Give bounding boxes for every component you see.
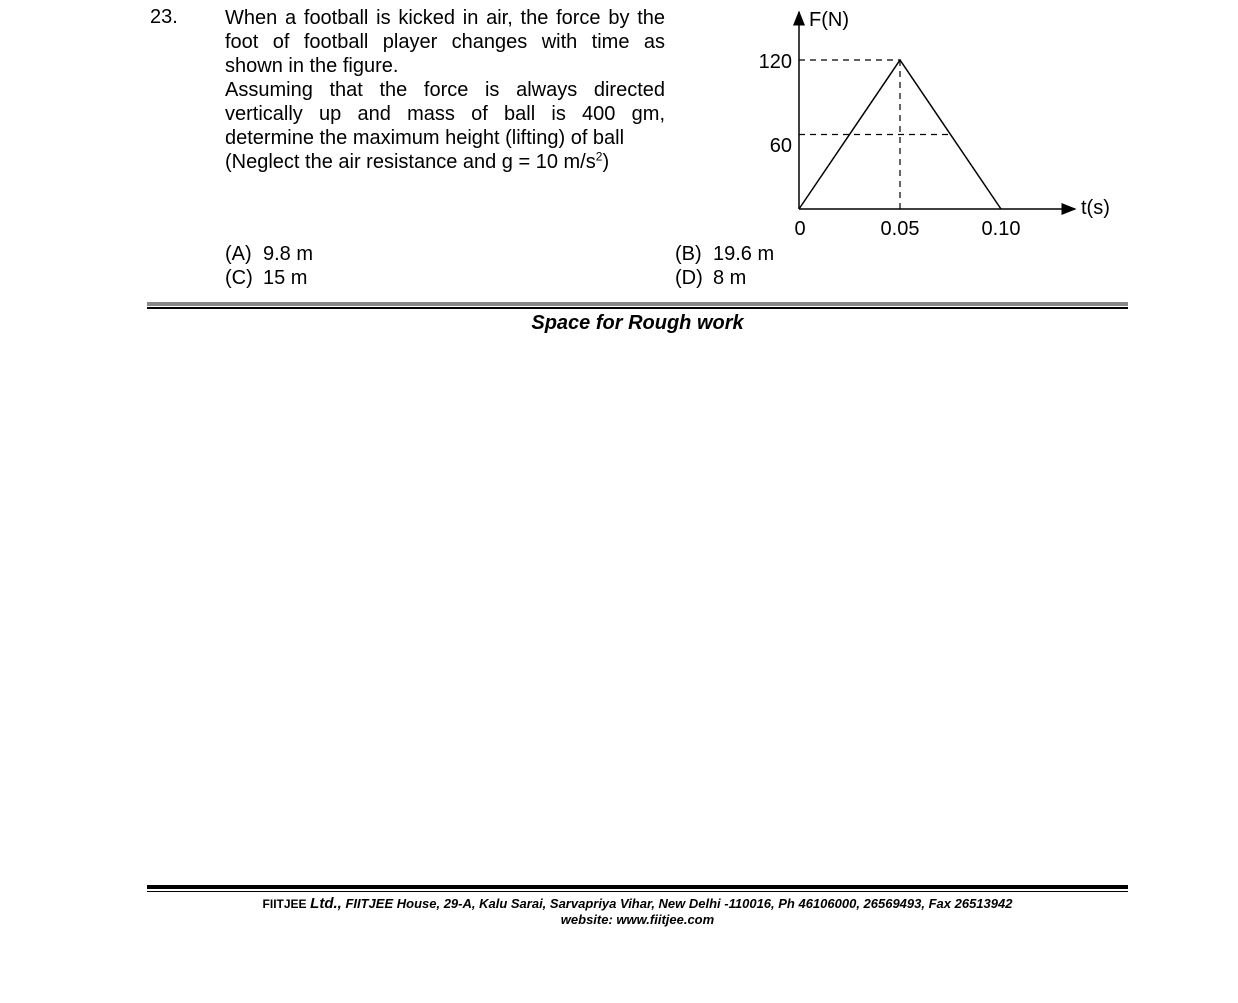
neglect-text: (Neglect the air resistance and g = 10 m/s: [225, 151, 596, 173]
option-d-label: (D): [675, 267, 703, 289]
y-tick-60: 60: [769, 135, 792, 157]
option-b-text: 19.6 m: [713, 243, 775, 265]
y-tick-120: 120: [758, 51, 792, 73]
y-axis-label: F(N): [809, 9, 849, 31]
option-a[interactable]: [225, 242, 313, 266]
separator-thick: [147, 302, 1128, 306]
question-text: [225, 6, 665, 174]
option-c-text: 15 m: [263, 267, 308, 289]
option-b[interactable]: [675, 242, 774, 266]
option-c-label: (C): [225, 267, 253, 289]
x-tick-0-10: 0.10: [981, 218, 1021, 240]
question-line-1: When a football is kicked in air, the force by the foot of football player changes with time as shown in the figure.: [225, 7, 665, 77]
x-tick-0-05: 0.05: [880, 218, 920, 240]
footer-rule-thin: [147, 891, 1128, 892]
footer-ltd: Ltd.,: [310, 895, 342, 912]
option-d[interactable]: [675, 266, 746, 290]
option-b-label: (B): [675, 243, 702, 265]
footer: [147, 896, 1128, 928]
separator-thin: [147, 307, 1128, 309]
neglect-close: ): [602, 151, 610, 173]
question-line-2: Assuming that the force is always directed vertically up and mass of ball is 400 gm, determine the maximum height (lifting) of ball: [225, 79, 665, 149]
x-tick-0: 0: [794, 218, 806, 240]
option-c[interactable]: [225, 266, 307, 290]
footer-rule-thick: [147, 885, 1128, 889]
rough-work-heading: Space for Rough work: [531, 312, 744, 334]
question-line-3: [225, 150, 665, 174]
footer-website: website: www.fiitjee.com: [560, 912, 715, 927]
neglect-superscript: 2: [595, 149, 603, 164]
footer-address-line: [147, 896, 1128, 912]
question-number: 23.: [150, 6, 178, 28]
footer-address: FIITJEE House, 29-A, Kalu Sarai, Sarvapriya Vihar, New Delhi -110016, Ph 46106000, 26569493, Fax 26513942: [345, 896, 1013, 911]
option-d-text: 8 m: [713, 267, 747, 289]
x-axis-label: t(s): [1081, 197, 1110, 219]
option-a-text: 9.8 m: [263, 243, 314, 265]
option-a-label: (A): [225, 243, 252, 265]
force-time-graph: [740, 0, 1130, 245]
footer-brand: FIITJEE: [262, 897, 307, 911]
